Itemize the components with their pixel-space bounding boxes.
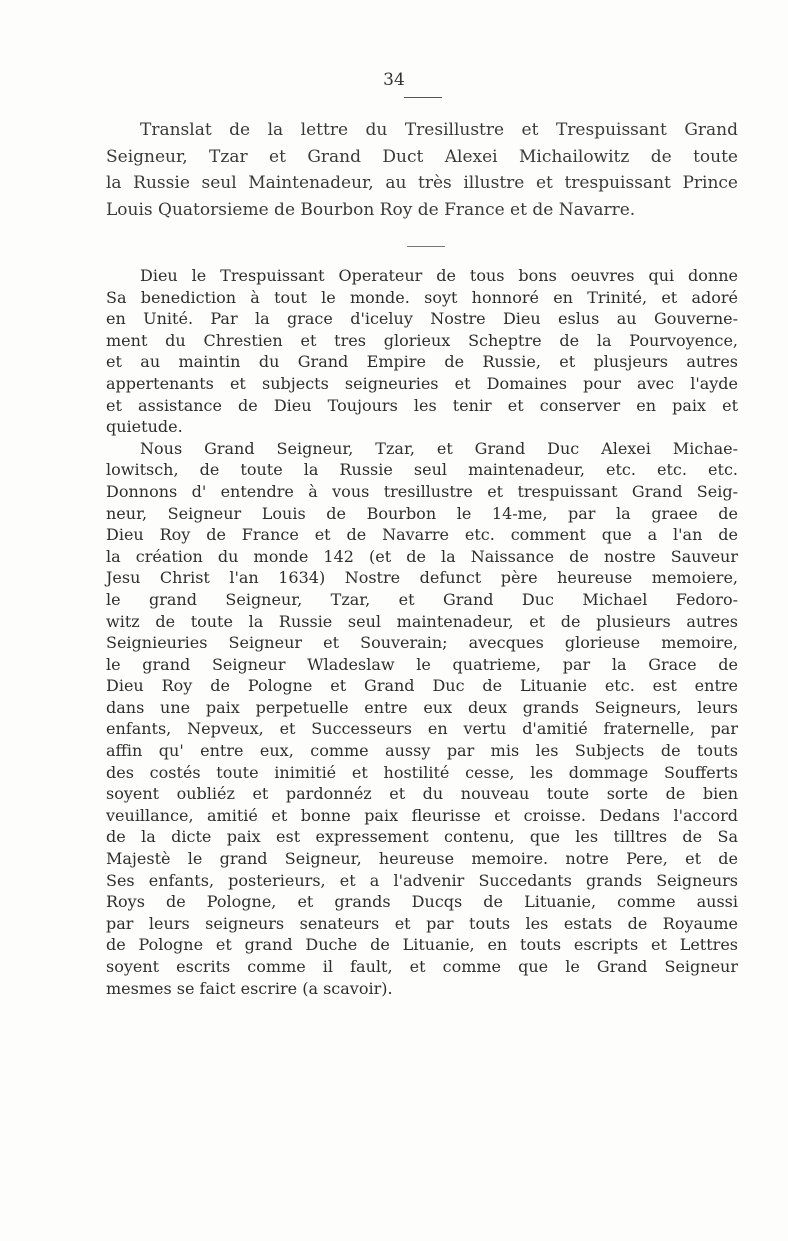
text-line: enfants, Nepveux, et Successeurs en vertu d'amitié fraternelle, par (106, 719, 738, 739)
text-line: veuillance, amitié et bonne paix fleurisse et croisse. Dedans l'accord (106, 805, 738, 825)
text-line: Louis Quatorsieme de Bourbon Roy de France et de Navarre. (106, 199, 636, 220)
paragraph-1 (106, 265, 738, 438)
text-line: Donnons d' entendre à vous tresillustre et trespuissant Grand Seig- (106, 481, 738, 501)
text-line: Roys de Pologne, et grands Ducqs de Lituanie, comme aussi (106, 892, 738, 912)
text-line: de la dicte paix est expressement contenu, que les tilltres de Sa (106, 827, 738, 847)
text-line: neur, Seigneur Louis de Bourbon le 14-me, par la graee de (106, 503, 738, 523)
text-line: soyent escrits comme il fault, et comme que le Grand Seigneur (106, 957, 738, 976)
section-divider (407, 246, 445, 247)
letter-title (106, 117, 738, 223)
text-line: witz de toute la Russie seul maintenadeur, et de plusieurs autres (106, 611, 738, 631)
text-line: lowitsch, de toute la Russie seul maintenadeur, etc. etc. etc. (106, 460, 738, 480)
text-line: Dieu le Trespuissant Operateur de tous bons oeuvres qui donne (140, 266, 738, 285)
text-line: par leurs seigneurs senateurs et par touts les estats de Royaume (106, 913, 738, 933)
paragraph-2 (106, 438, 738, 999)
text-line: appertenants et subjects seigneuries et Domaines pour avec l'ayde (106, 373, 738, 393)
text-line: Seignieuries Seigneur et Souverain; avecques glorieuse memoire, (106, 633, 738, 653)
text-line: Majestè le grand Seigneur, heureuse memoire. notre Pere, et de (106, 849, 738, 869)
text-line: en Unité. Par la grace d'iceluy Nostre Dieu eslus au Gouverne- (106, 309, 738, 329)
page-number-underline (404, 97, 442, 98)
text-line: soyent oubliéz et pardonnéz et du nouveau toute sorte de bien (106, 784, 738, 804)
text-line: dans une paix perpetuelle entre eux deux grands Seigneurs, leurs (106, 697, 738, 717)
letter-body (106, 265, 738, 999)
text-line: le grand Seigneur, Tzar, et Grand Duc Michael Fedoro- (106, 589, 738, 609)
text-line: Sa benediction à tout le monde. soyt honnoré en Trinité, et adoré (106, 287, 738, 307)
text-line: quietude. (106, 417, 183, 437)
text-line: et assistance de Dieu Toujours les tenir et conserver en paix et (106, 395, 738, 415)
page-number: 34 (383, 70, 405, 90)
text-line: Translat de la lettre du Tresillustre et Trespuissant Grand (140, 120, 738, 140)
text-line: mesmes se faict escrire (a scavoir). (106, 978, 393, 998)
text-line: la création du monde 142 (et de la Naissance de nostre Sauveur (106, 546, 738, 566)
text-line: Nous Grand Seigneur, Tzar, et Grand Duc Alexei Michae- (140, 438, 738, 458)
text-line: et au maintin du Grand Empire de Russie, et plusjeurs autres (106, 352, 738, 372)
text-line: la Russie seul Maintenadeur, au très illustre et trespuissant Prince (106, 173, 738, 194)
text-line: Seigneur, Tzar et Grand Duct Alexei Michailowitz de toute (106, 146, 738, 167)
text-line: Ses enfants, posterieurs, et a l'advenir Succedants grands Seigneurs (106, 870, 738, 890)
text-line: Jesu Christ l'an 1634) Nostre defunct père heureuse memoiere, (106, 568, 738, 588)
text-line: des costés toute inimitié et hostilité cesse, les dommage Soufferts (106, 762, 738, 782)
text-line: affin qu' entre eux, comme aussy par mis les Subjects de touts (106, 741, 738, 761)
text-line: Dieu Roy de Pologne et Grand Duc de Lituanie etc. est entre (106, 676, 738, 696)
text-line: le grand Seigneur Wladeslaw le quatrieme, par la Grace de (106, 654, 738, 674)
text-line: ment du Chrestien et tres glorieux Scheptre de la Pourvoyence, (106, 330, 738, 350)
text-line: Dieu Roy de France et de Navarre etc. comment que a l'an de (106, 525, 738, 545)
text-line: de Pologne et grand Duche de Lituanie, en touts escripts et Lettres (106, 935, 738, 955)
